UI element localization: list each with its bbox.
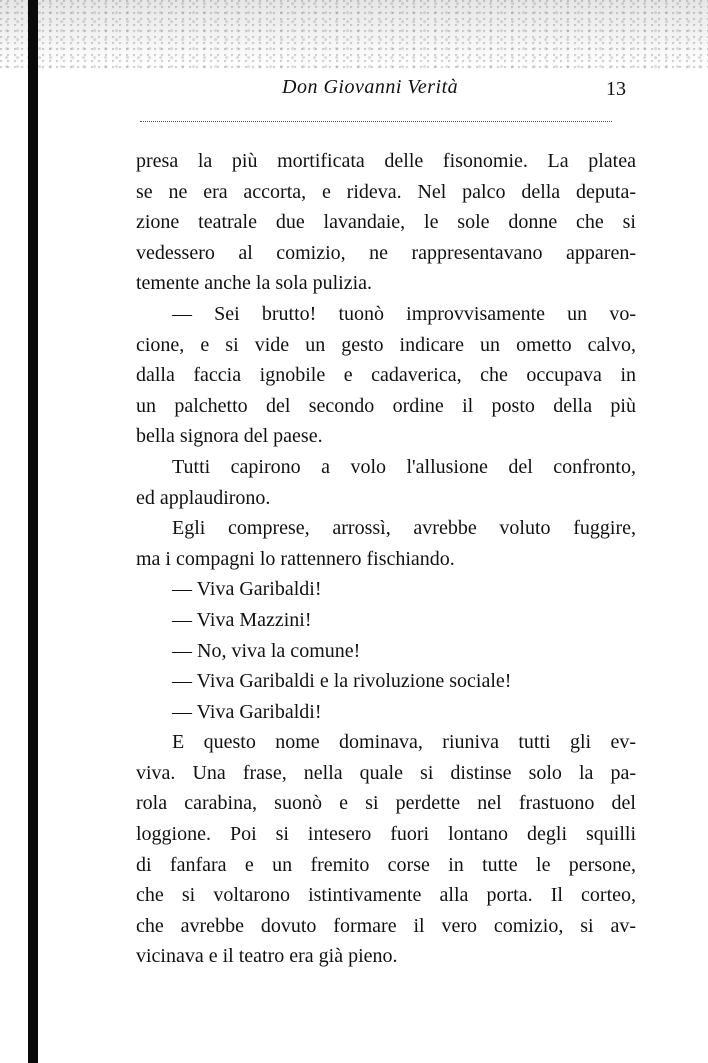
text-line: viva. Una frase, nella quale si distinse solo la pa- (136, 761, 636, 784)
text-line: — Viva Garibaldi! (172, 578, 322, 601)
text-line: presa la più mortificata delle fisonomie. La platea (136, 150, 636, 172)
text-line: temente anche la sola pulizia. (136, 272, 373, 295)
running-header (0, 76, 708, 104)
text-line: che si voltarono istintivamente alla porta. Il corteo, (136, 884, 636, 907)
text-line: se ne era accorta, e rideva. Nel palco della deputa- (136, 180, 636, 203)
text-line: ma i compagni lo rattennero fischiando. (136, 547, 455, 570)
text-line: loggione. Poi si intesero fuori lontano degli squilli (136, 823, 636, 846)
text-line: un palchetto del secondo ordine il posto della più (136, 394, 636, 417)
text-line: cione, e si vide un gesto indicare un ometto calvo, (136, 333, 636, 356)
text-line: zione teatrale due lavandaie, le sole donne che si (136, 211, 636, 234)
text-line: — Viva Mazzini! (172, 608, 312, 631)
text-line: vicinava e il teatro era già pieno. (136, 945, 398, 968)
text-line: Tutti capirono a volo l'allusione del confronto, (172, 455, 636, 478)
text-line: che avrebbe dovuto formare il vero comizio, si av- (136, 914, 636, 937)
text-line: — Viva Garibaldi e la rivoluzione sociale! (172, 670, 512, 693)
book-binding-edge (28, 0, 38, 1063)
text-line: ed applaudirono. (136, 486, 271, 509)
text-line: — Sei brutto! tuonò improvvisamente un vo- (172, 302, 636, 325)
text-line: E questo nome dominava, riuniva tutti gli ev- (172, 731, 636, 754)
text-line: vedessero al comizio, ne rappresentavano apparen- (136, 241, 636, 264)
text-line: rola carabina, suonò e si perdette nel frastuono del (136, 792, 636, 815)
text-line: — Viva Garibaldi! (172, 700, 322, 723)
header-rule (140, 121, 612, 122)
body-text (136, 146, 636, 972)
running-title: Don Giovanni Verità (282, 76, 459, 98)
text-line: Egli comprese, arrossì, avrebbe voluto fuggire, (172, 517, 636, 540)
text-line: — No, viva la comune! (172, 639, 361, 662)
page-top-scan-noise (0, 0, 708, 70)
text-line: di fanfara e un fremito corse in tutte le persone, (136, 853, 636, 876)
text-line: bella signora del paese. (136, 425, 323, 448)
page-number: 13 (606, 78, 626, 100)
text-line: dalla faccia ignobile e cadaverica, che occupava in (136, 364, 636, 387)
